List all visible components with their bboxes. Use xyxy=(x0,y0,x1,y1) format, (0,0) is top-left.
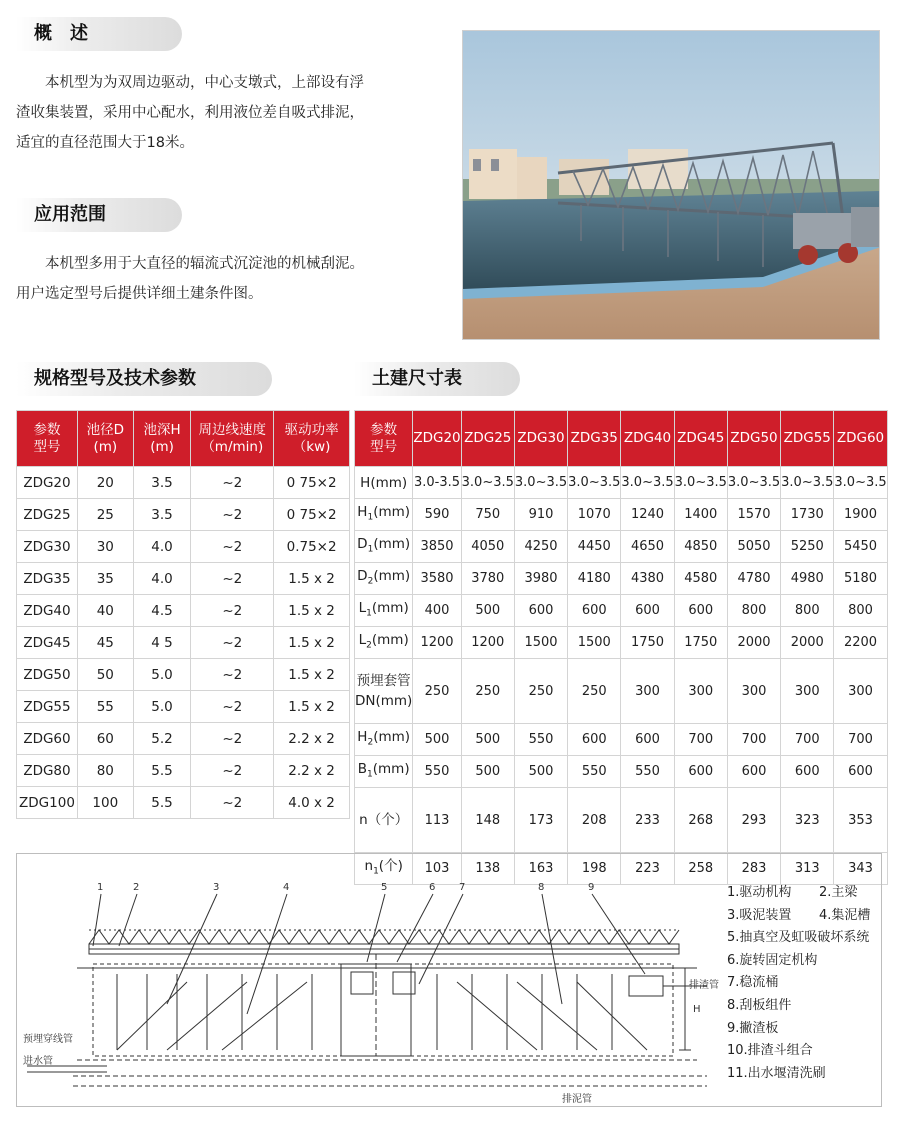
civil-row-label-sub: 1 xyxy=(373,866,379,877)
civil-cell: 2000 xyxy=(727,627,780,659)
specs-row xyxy=(17,499,350,531)
civil-cell: 1500 xyxy=(568,627,621,659)
civil-cell: 700 xyxy=(674,724,727,756)
specs-cell: 4.0 x 2 xyxy=(274,787,350,819)
civil-table-body xyxy=(355,467,888,885)
legend-item: 5.抽真空及虹吸破坏系统 xyxy=(727,930,870,946)
civil-row-label xyxy=(355,499,413,531)
civil-cell: 250 xyxy=(461,659,514,724)
specs-cell: 5.0 xyxy=(133,659,191,691)
specs-row xyxy=(17,595,350,627)
civil-row-label-unit: (个) xyxy=(378,857,403,874)
civil-cell: 4780 xyxy=(727,563,780,595)
civil-header-model: ZDG45 xyxy=(674,411,727,467)
civil-row-label-unit: (mm) xyxy=(373,728,411,745)
specs-cell: ZDG45 xyxy=(17,627,78,659)
civil-cell: 550 xyxy=(621,756,674,788)
specs-cell: 4.5 xyxy=(133,595,191,627)
specs-cell: 100 xyxy=(77,787,133,819)
civil-row-label-unit: (mm) xyxy=(373,503,411,520)
civil-row-label-unit: (mm) xyxy=(371,599,409,616)
specs-header-model: 参数 型号 xyxy=(17,411,78,467)
civil-row-label-base: D xyxy=(357,535,368,552)
civil-cell: 5250 xyxy=(781,531,834,563)
civil-row xyxy=(355,595,888,627)
specs-table-body xyxy=(17,467,350,819)
specs-row xyxy=(17,531,350,563)
civil-cell: 800 xyxy=(834,595,887,627)
clarifier-section-drawing xyxy=(17,854,717,1106)
civil-row-label xyxy=(355,788,413,853)
civil-cell: 500 xyxy=(461,595,514,627)
civil-row-label xyxy=(355,563,413,595)
civil-cell: 3780 xyxy=(461,563,514,595)
civil-cell: 4180 xyxy=(568,563,621,595)
legend-row xyxy=(727,905,870,928)
specs-cell: ZDG20 xyxy=(17,467,78,499)
specs-cell: 1.5 x 2 xyxy=(274,627,350,659)
civil-row-label-sub: 1 xyxy=(367,544,374,555)
civil-cell: 1730 xyxy=(781,499,834,531)
civil-cell: 300 xyxy=(674,659,727,724)
civil-cell: 4980 xyxy=(781,563,834,595)
civil-row xyxy=(355,531,888,563)
civil-cell: 173 xyxy=(514,788,567,853)
specs-cell: 5.0 xyxy=(133,691,191,723)
overview-title: 概 述 xyxy=(16,17,182,51)
civil-cell: 700 xyxy=(781,724,834,756)
diagram-label-embedded-pipe: 预埋穿线管 xyxy=(23,1034,73,1045)
specs-cell: 45 xyxy=(77,627,133,659)
civil-cell: 2200 xyxy=(834,627,887,659)
diagram-legend xyxy=(727,882,870,1085)
specs-cell: 50 xyxy=(77,659,133,691)
civil-cell: 600 xyxy=(514,595,567,627)
legend-item: 9.撇渣板 xyxy=(727,1020,779,1036)
specs-cell: 1.5 x 2 xyxy=(274,659,350,691)
specs-header-diameter: 池径D (m) xyxy=(77,411,133,467)
overview-line: 渣收集装置，采用中心配水，利用液位差自吸式排泥， xyxy=(16,105,364,121)
legend-row xyxy=(727,972,870,995)
civil-cell: 233 xyxy=(621,788,674,853)
civil-cell: 5050 xyxy=(727,531,780,563)
specs-row xyxy=(17,691,350,723)
structure-diagram xyxy=(16,853,882,1107)
civil-cell: 3980 xyxy=(514,563,567,595)
specs-cell: 35 xyxy=(77,563,133,595)
civil-cell: 148 xyxy=(461,788,514,853)
civil-cell: 3.0~3.5 xyxy=(674,467,727,499)
legend-item: 7.稳流桶 xyxy=(727,975,779,991)
specs-table xyxy=(16,410,350,819)
civil-cell: 500 xyxy=(413,724,461,756)
civil-row-label-unit: (mm) xyxy=(373,535,411,552)
civil-cell: 223 xyxy=(621,853,674,885)
diagram-number-1: 1 xyxy=(97,882,104,893)
civil-cell: 1200 xyxy=(461,627,514,659)
civil-cell: 750 xyxy=(461,499,514,531)
civil-header-model: ZDG25 xyxy=(461,411,514,467)
civil-header-row xyxy=(355,411,888,467)
civil-cell: 600 xyxy=(674,595,727,627)
legend-row xyxy=(727,950,870,973)
specs-cell: 0 75×2 xyxy=(274,467,350,499)
civil-cell: 113 xyxy=(413,788,461,853)
diagram-number-3: 3 xyxy=(213,882,220,893)
specs-row xyxy=(17,787,350,819)
civil-cell: 293 xyxy=(727,788,780,853)
civil-row-label-base: n xyxy=(364,857,374,874)
civil-cell: 208 xyxy=(568,788,621,853)
civil-row-label-unit: DN(mm) xyxy=(355,693,413,709)
legend-item: 3.吸泥装置 xyxy=(727,907,792,923)
civil-cell: 4050 xyxy=(461,531,514,563)
civil-cell: 3580 xyxy=(413,563,461,595)
civil-cell: 3.0~3.5 xyxy=(514,467,567,499)
specs-cell: 0.75×2 xyxy=(274,531,350,563)
specs-cell: ~2 xyxy=(191,787,274,819)
diagram-number-4: 4 xyxy=(283,882,290,893)
civil-header-model: ZDG35 xyxy=(568,411,621,467)
civil-cell: 313 xyxy=(781,853,834,885)
legend-item: 6.旋转固定机构 xyxy=(727,952,818,968)
civil-cell: 1070 xyxy=(568,499,621,531)
legend-item: 11.出水堰清洗刷 xyxy=(727,1065,826,1081)
civil-row-label-sub: 1 xyxy=(366,608,372,619)
civil-cell: 1400 xyxy=(674,499,727,531)
specs-cell: 40 xyxy=(77,595,133,627)
civil-cell: 258 xyxy=(674,853,727,885)
specs-header-speed: 周边线速度 （m/min) xyxy=(191,411,274,467)
civil-row-label xyxy=(355,531,413,563)
specs-cell: 30 xyxy=(77,531,133,563)
civil-cell: 800 xyxy=(781,595,834,627)
civil-row-label-sub: 2 xyxy=(367,576,374,587)
civil-cell: 910 xyxy=(514,499,567,531)
specs-cell: 5.2 xyxy=(133,723,191,755)
civil-cell: 3.0~3.5 xyxy=(781,467,834,499)
civil-cell: 600 xyxy=(727,756,780,788)
specs-cell: ~2 xyxy=(191,691,274,723)
civil-cell: 4650 xyxy=(621,531,674,563)
overview-line: 适宜的直径范围大于18米。 xyxy=(16,135,194,151)
legend-row xyxy=(727,995,870,1018)
clarifier-photo xyxy=(462,30,880,340)
specs-cell: ZDG30 xyxy=(17,531,78,563)
specs-cell: ~2 xyxy=(191,531,274,563)
application-line: 用户选定型号后提供详细土建条件图。 xyxy=(16,286,263,302)
civil-row-label-sub: 2 xyxy=(367,737,374,748)
specs-cell: 1.5 x 2 xyxy=(274,563,350,595)
civil-row-label-base: D xyxy=(357,567,368,584)
specs-cell: 4.0 xyxy=(133,531,191,563)
overview-paragraph xyxy=(16,68,436,158)
civil-cell: 500 xyxy=(461,724,514,756)
civil-title: 土建尺寸表 xyxy=(354,362,520,396)
civil-cell: 700 xyxy=(834,724,887,756)
specs-cell: 4 5 xyxy=(133,627,191,659)
civil-cell: 3.0~3.5 xyxy=(621,467,674,499)
civil-row-label-base: H xyxy=(360,474,371,491)
civil-cell: 1900 xyxy=(834,499,887,531)
civil-row xyxy=(355,756,888,788)
diagram-number-9: 9 xyxy=(588,882,595,893)
civil-cell: 500 xyxy=(514,756,567,788)
specs-cell: ZDG50 xyxy=(17,659,78,691)
civil-row-label xyxy=(355,627,413,659)
application-paragraph xyxy=(16,249,436,309)
application-line: 本机型多用于大直径的辐流式沉淀池的机械刮泥。 xyxy=(45,256,364,272)
specs-cell: ZDG80 xyxy=(17,755,78,787)
civil-header-model: ZDG20 xyxy=(413,411,461,467)
specs-cell: 25 xyxy=(77,499,133,531)
civil-cell: 3850 xyxy=(413,531,461,563)
legend-item: 1.驱动机构 xyxy=(727,885,792,900)
legend-item: 2.主梁 xyxy=(819,885,858,900)
civil-header-model: ZDG30 xyxy=(514,411,567,467)
specs-cell: ~2 xyxy=(191,723,274,755)
civil-cell: 500 xyxy=(461,756,514,788)
diagram-number-2: 2 xyxy=(133,882,140,893)
specs-cell: ~2 xyxy=(191,755,274,787)
specs-cell: ZDG40 xyxy=(17,595,78,627)
civil-cell: 3.0~3.5 xyxy=(461,467,514,499)
specs-cell: 20 xyxy=(77,467,133,499)
civil-row-label-unit: (mm) xyxy=(370,474,408,491)
civil-cell: 600 xyxy=(781,756,834,788)
civil-cell: 1500 xyxy=(514,627,567,659)
specs-cell: ~2 xyxy=(191,499,274,531)
civil-cell: 400 xyxy=(413,595,461,627)
civil-cell: 283 xyxy=(727,853,780,885)
overview-line: 本机型为为双周边驱动，中心支墩式，上部设有浮 xyxy=(45,75,364,91)
specs-cell: 5.5 xyxy=(133,787,191,819)
civil-cell: 550 xyxy=(514,724,567,756)
specs-header-row xyxy=(17,411,350,467)
civil-cell: 550 xyxy=(413,756,461,788)
civil-cell: 353 xyxy=(834,788,887,853)
civil-cell: 163 xyxy=(514,853,567,885)
civil-cell: 198 xyxy=(568,853,621,885)
specs-row xyxy=(17,659,350,691)
civil-cell: 1750 xyxy=(621,627,674,659)
civil-row xyxy=(355,499,888,531)
civil-cell: 700 xyxy=(727,724,780,756)
civil-cell: 600 xyxy=(834,756,887,788)
civil-row-label xyxy=(355,724,413,756)
civil-row xyxy=(355,627,888,659)
civil-row xyxy=(355,724,888,756)
specs-cell: 3.5 xyxy=(133,499,191,531)
civil-table xyxy=(354,410,888,885)
civil-cell: 268 xyxy=(674,788,727,853)
legend-row xyxy=(727,1040,870,1063)
civil-row-label-base: B xyxy=(357,760,368,777)
civil-cell: 250 xyxy=(568,659,621,724)
diagram-number-8: 8 xyxy=(538,882,545,893)
civil-row xyxy=(355,467,888,499)
specs-cell: 4.0 xyxy=(133,563,191,595)
civil-cell: 300 xyxy=(781,659,834,724)
civil-row xyxy=(355,788,888,853)
civil-row-label-sub: 1 xyxy=(367,512,374,523)
civil-cell: 4850 xyxy=(674,531,727,563)
legend-row xyxy=(727,1018,870,1041)
diagram-number-6: 6 xyxy=(429,882,436,893)
civil-row xyxy=(355,659,888,724)
diagram-label-scum-pipe: 排渣管 xyxy=(689,980,719,991)
civil-cell: 1570 xyxy=(727,499,780,531)
specs-cell: ~2 xyxy=(191,563,274,595)
civil-row-label-base: n（个） xyxy=(359,812,409,828)
civil-row-label-base: H xyxy=(357,728,368,745)
civil-cell: 250 xyxy=(413,659,461,724)
specs-cell: ZDG35 xyxy=(17,563,78,595)
legend-item: 4.集泥槽 xyxy=(819,907,871,923)
civil-cell: 250 xyxy=(514,659,567,724)
specs-cell: 0 75×2 xyxy=(274,499,350,531)
civil-cell: 5180 xyxy=(834,563,887,595)
specs-cell: ~2 xyxy=(191,659,274,691)
specs-row xyxy=(17,563,350,595)
civil-cell: 3.0~3.5 xyxy=(568,467,621,499)
specs-cell: 3.5 xyxy=(133,467,191,499)
civil-cell: 300 xyxy=(621,659,674,724)
civil-cell: 5450 xyxy=(834,531,887,563)
civil-row-label-base: H xyxy=(357,503,368,520)
legend-row xyxy=(727,927,870,950)
civil-cell: 343 xyxy=(834,853,887,885)
civil-cell: 323 xyxy=(781,788,834,853)
civil-cell: 1200 xyxy=(413,627,461,659)
civil-cell: 4450 xyxy=(568,531,621,563)
specs-header-power: 驱动功率 （kw) xyxy=(274,411,350,467)
specs-cell: 1.5 x 2 xyxy=(274,595,350,627)
civil-cell: 103 xyxy=(413,853,461,885)
civil-cell: 300 xyxy=(834,659,887,724)
civil-cell: 600 xyxy=(621,595,674,627)
diagram-label-outlet-pipe: 排泥管 xyxy=(562,1094,592,1105)
application-title: 应用范围 xyxy=(16,198,182,232)
specs-row xyxy=(17,467,350,499)
specs-cell: ~2 xyxy=(191,595,274,627)
legend-item: 8.刮板组件 xyxy=(727,997,792,1013)
specs-cell: ZDG55 xyxy=(17,691,78,723)
specs-title: 规格型号及技术参数 xyxy=(16,362,272,396)
diagram-label-inlet-pipe: 进水管 xyxy=(23,1056,53,1067)
specs-row xyxy=(17,627,350,659)
specs-cell: ZDG25 xyxy=(17,499,78,531)
civil-row-label-unit: (mm) xyxy=(372,760,410,777)
civil-row-label-base: 预埋套管 xyxy=(356,673,411,689)
civil-header-model: ZDG50 xyxy=(727,411,780,467)
specs-cell: ZDG60 xyxy=(17,723,78,755)
civil-row-label xyxy=(355,595,413,627)
civil-cell: 550 xyxy=(568,756,621,788)
civil-header-model: ZDG55 xyxy=(781,411,834,467)
civil-row xyxy=(355,563,888,595)
civil-row-label-base: L xyxy=(358,631,367,648)
civil-cell: 1240 xyxy=(621,499,674,531)
specs-cell: ZDG100 xyxy=(17,787,78,819)
legend-row xyxy=(727,882,870,905)
legend-row xyxy=(727,1063,870,1086)
civil-cell: 2000 xyxy=(781,627,834,659)
civil-row-label-sub: 2 xyxy=(366,640,372,651)
civil-cell: 3.0~3.5 xyxy=(834,467,887,499)
civil-cell: 600 xyxy=(568,724,621,756)
specs-cell: ~2 xyxy=(191,627,274,659)
civil-cell: 4250 xyxy=(514,531,567,563)
civil-cell: 4380 xyxy=(621,563,674,595)
civil-row-label-unit: (mm) xyxy=(373,567,411,584)
civil-cell: 138 xyxy=(461,853,514,885)
civil-cell: 590 xyxy=(413,499,461,531)
diagram-number-5: 5 xyxy=(381,882,388,893)
specs-cell: 2.2 x 2 xyxy=(274,755,350,787)
civil-cell: 600 xyxy=(674,756,727,788)
diagram-label-dim-h: H xyxy=(693,1004,701,1015)
specs-header-depth: 池深H (m) xyxy=(133,411,191,467)
civil-row-label xyxy=(355,659,413,724)
civil-row-label xyxy=(355,756,413,788)
civil-header-model: ZDG40 xyxy=(621,411,674,467)
legend-item: 10.排渣斗组合 xyxy=(727,1043,813,1059)
specs-cell: ~2 xyxy=(191,467,274,499)
civil-row-label-sub: 1 xyxy=(367,769,373,780)
specs-row xyxy=(17,755,350,787)
civil-cell: 600 xyxy=(621,724,674,756)
diagram-number-7: 7 xyxy=(459,882,466,893)
civil-row-label-unit: (mm) xyxy=(371,631,409,648)
civil-cell: 300 xyxy=(727,659,780,724)
specs-cell: 80 xyxy=(77,755,133,787)
civil-header-model: ZDG60 xyxy=(834,411,887,467)
specs-cell: 5.5 xyxy=(133,755,191,787)
clarifier-photo-illustration xyxy=(463,31,880,340)
civil-cell: 1750 xyxy=(674,627,727,659)
civil-cell: 3.0~3.5 xyxy=(727,467,780,499)
civil-cell: 800 xyxy=(727,595,780,627)
specs-cell: 60 xyxy=(77,723,133,755)
civil-header-param: 参数 型号 xyxy=(355,411,413,467)
specs-cell: 2.2 x 2 xyxy=(274,723,350,755)
civil-cell: 600 xyxy=(568,595,621,627)
civil-cell: 3.0-3.5 xyxy=(413,467,461,499)
specs-cell: 1.5 x 2 xyxy=(274,691,350,723)
civil-row-label xyxy=(355,467,413,499)
civil-row-label-base: L xyxy=(358,599,367,616)
specs-cell: 55 xyxy=(77,691,133,723)
specs-row xyxy=(17,723,350,755)
civil-cell: 4580 xyxy=(674,563,727,595)
